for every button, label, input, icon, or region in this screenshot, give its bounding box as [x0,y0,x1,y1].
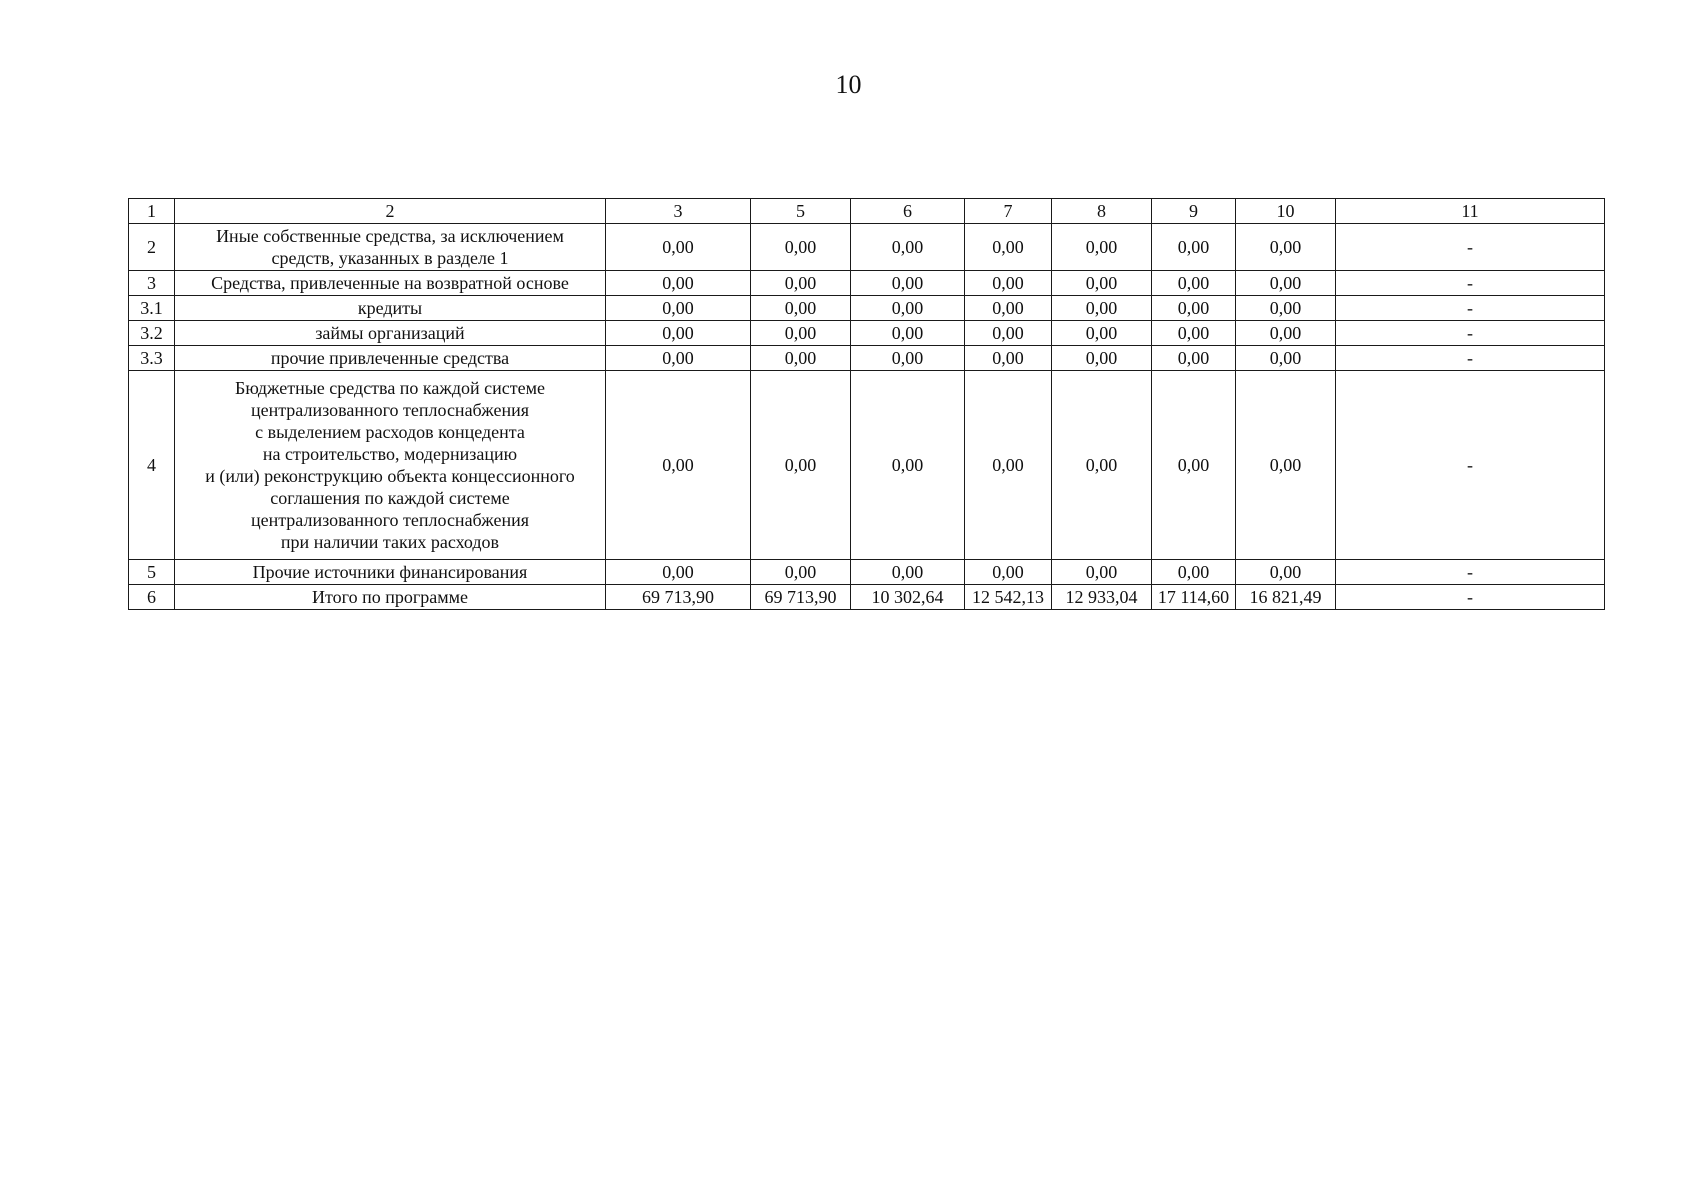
value-cell: 0,00 [751,271,851,296]
row-number: 4 [129,371,175,560]
value-cell: 12 542,13 [965,585,1052,610]
value-cell: 0,00 [965,560,1052,585]
table-row [129,271,1605,296]
row-number: 3.3 [129,346,175,371]
row-number: 5 [129,560,175,585]
value-cell: 0,00 [1052,560,1152,585]
value-cell: 0,00 [851,224,965,271]
value-cell: 0,00 [1152,371,1236,560]
value-cell: 0,00 [606,346,751,371]
value-cell: 0,00 [1152,271,1236,296]
value-cell: 0,00 [965,371,1052,560]
value-cell: 0,00 [1152,346,1236,371]
row-description: Средства, привлеченные на возвратной основе [175,271,606,296]
note-cell: - [1336,321,1605,346]
note-cell: - [1336,346,1605,371]
value-cell: 0,00 [965,346,1052,371]
value-cell: 0,00 [606,224,751,271]
value-cell: 0,00 [1052,321,1152,346]
header-cell: 1 [129,199,175,224]
value-cell: 0,00 [1236,271,1336,296]
table-row [129,296,1605,321]
value-cell: 0,00 [1052,371,1152,560]
note-cell: - [1336,371,1605,560]
note-cell: - [1336,560,1605,585]
value-cell: 10 302,64 [851,585,965,610]
value-cell: 0,00 [606,321,751,346]
row-description: Прочие источники финансирования [175,560,606,585]
row-description: займы организаций [175,321,606,346]
value-cell: 16 821,49 [1236,585,1336,610]
value-cell: 0,00 [1052,346,1152,371]
value-cell: 0,00 [606,371,751,560]
value-cell: 0,00 [965,296,1052,321]
table-row [129,585,1605,610]
value-cell: 0,00 [1152,560,1236,585]
header-cell: 2 [175,199,606,224]
value-cell: 0,00 [1052,224,1152,271]
value-cell: 0,00 [751,346,851,371]
value-cell: 0,00 [851,271,965,296]
table-row [129,371,1605,560]
row-number: 2 [129,224,175,271]
value-cell: 0,00 [965,271,1052,296]
value-cell: 69 713,90 [606,585,751,610]
table-row [129,321,1605,346]
value-cell: 0,00 [751,296,851,321]
value-cell: 0,00 [1236,296,1336,321]
value-cell: 0,00 [851,321,965,346]
row-number: 3.1 [129,296,175,321]
value-cell: 0,00 [851,346,965,371]
value-cell: 0,00 [851,560,965,585]
value-cell: 0,00 [851,371,965,560]
note-cell: - [1336,224,1605,271]
table-row [129,346,1605,371]
value-cell: 0,00 [606,560,751,585]
header-cell: 3 [606,199,751,224]
value-cell: 0,00 [1052,271,1152,296]
value-cell: 0,00 [851,296,965,321]
row-description: Итого по программе [175,585,606,610]
value-cell: 0,00 [1236,346,1336,371]
header-cell: 11 [1336,199,1605,224]
row-description: Бюджетные средства по каждой системе централизованного теплоснабжения с выделением расходов концедента на строительство, модернизацию и (или) реконструкцию объекта концессионного соглашения по каждой системе централизованного теплоснабжения при наличии таких расходов [175,371,606,560]
value-cell: 0,00 [965,224,1052,271]
row-description: кредиты [175,296,606,321]
note-cell: - [1336,296,1605,321]
row-description: Иные собственные средства, за исключением средств, указанных в разделе 1 [175,224,606,271]
value-cell: 0,00 [1236,321,1336,346]
value-cell: 0,00 [606,296,751,321]
note-cell: - [1336,271,1605,296]
value-cell: 69 713,90 [751,585,851,610]
value-cell: 0,00 [1236,224,1336,271]
header-row [129,199,1605,224]
row-number: 3.2 [129,321,175,346]
header-cell: 10 [1236,199,1336,224]
header-cell: 8 [1052,199,1152,224]
value-cell: 0,00 [965,321,1052,346]
value-cell: 0,00 [751,321,851,346]
value-cell: 12 933,04 [1052,585,1152,610]
value-cell: 0,00 [751,560,851,585]
financing-table [128,198,1605,610]
value-cell: 17 114,60 [1152,585,1236,610]
header-cell: 9 [1152,199,1236,224]
header-cell: 7 [965,199,1052,224]
value-cell: 0,00 [1152,224,1236,271]
row-number: 6 [129,585,175,610]
row-number: 3 [129,271,175,296]
value-cell: 0,00 [606,271,751,296]
value-cell: 0,00 [1152,321,1236,346]
table-row [129,224,1605,271]
value-cell: 0,00 [1152,296,1236,321]
header-cell: 5 [751,199,851,224]
row-description: прочие привлеченные средства [175,346,606,371]
header-cell: 6 [851,199,965,224]
note-cell: - [1336,585,1605,610]
value-cell: 0,00 [1236,560,1336,585]
table-row [129,560,1605,585]
page-number: 10 [835,70,862,99]
value-cell: 0,00 [1236,371,1336,560]
value-cell: 0,00 [751,371,851,560]
value-cell: 0,00 [1052,296,1152,321]
value-cell: 0,00 [751,224,851,271]
